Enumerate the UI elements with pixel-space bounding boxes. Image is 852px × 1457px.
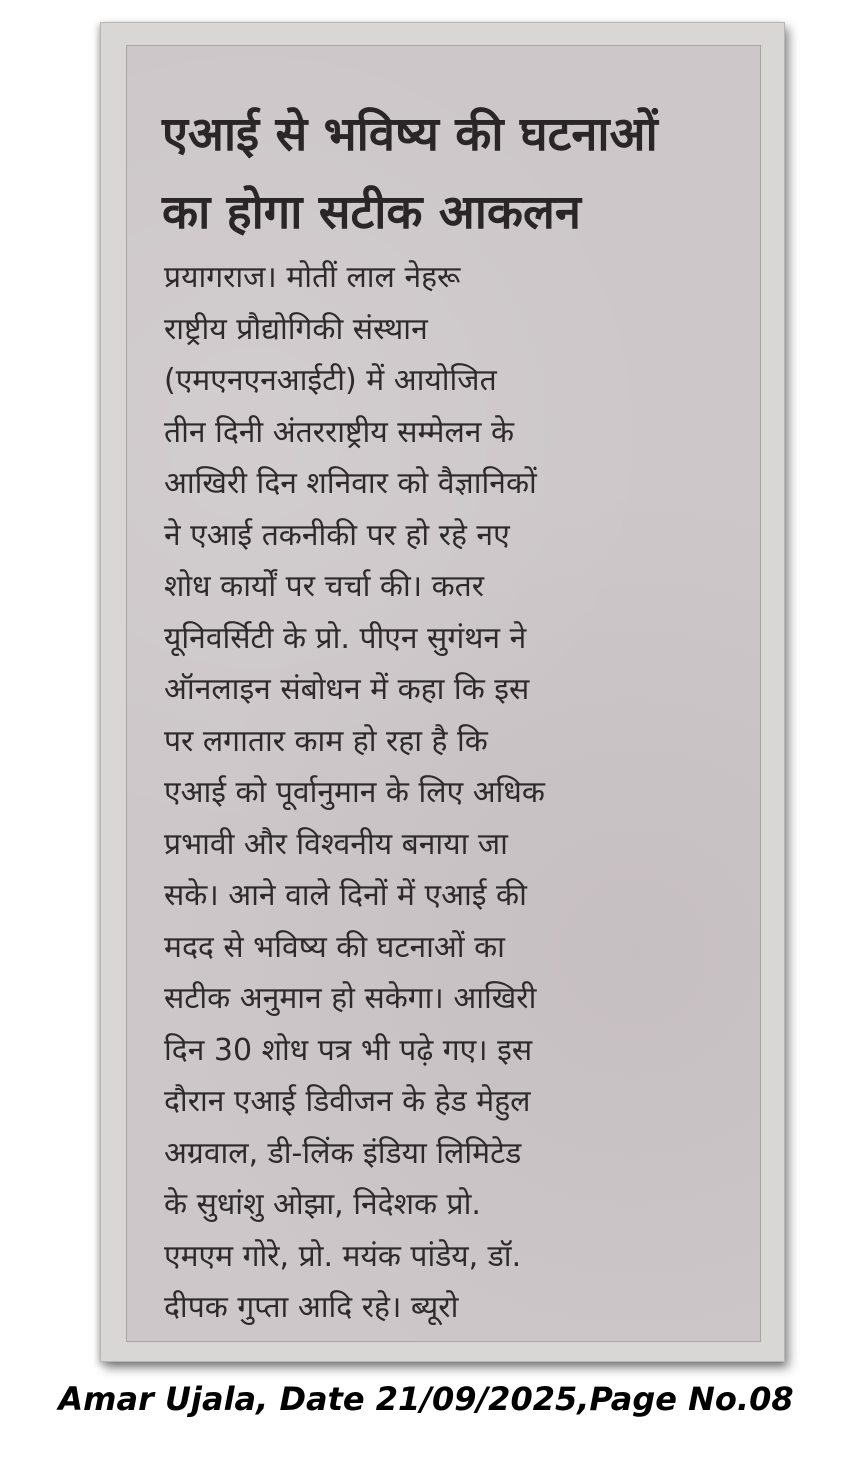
body-line: दिन 30 शोध पत्र भी पढ़े गए। इस — [164, 1032, 533, 1068]
body-line: ऑनलाइन संबोधन में कहा कि इस — [164, 672, 530, 707]
body-line: मदद से भविष्य की घटनाओं का — [164, 929, 505, 965]
body-line: ने एआई तकनीकी पर हो रहे नए — [164, 517, 510, 553]
body-line: सके। आने वाले दिनों में एआई की — [164, 878, 527, 913]
body-line: (एमएनएनआईटी) में आयोजित — [164, 363, 497, 398]
body-line: एमएम गोरे, प्रो. मयंक पांडेय, डॉ. — [164, 1238, 522, 1274]
article-body — [164, 252, 724, 1334]
body-line: प्रयागराज। मोतीं लाल नेहरू — [164, 260, 461, 295]
body-line: दीपक गुप्ता आदि रहे। ब्यूरो — [164, 1290, 459, 1325]
body-line: आखिरी दिन शनिवार को वैज्ञानिकों — [164, 466, 537, 501]
body-line: यूनिवर्सिटी के प्रो. पीएन सुगंथन ने — [164, 620, 527, 656]
body-line: तीन दिनी अंतरराष्ट्रीय सम्मेलन के — [164, 414, 515, 450]
source-caption: Amar Ujala, Date 21/09/2025,Page No.08 — [58, 1380, 794, 1418]
body-line: पर लगातार काम हो रहा है कि — [164, 723, 488, 759]
body-line: प्रभावी और विश्वनीय बनाया जा — [164, 826, 508, 862]
body-line: एआई को पूर्वानुमान के लिए अधिक — [164, 775, 545, 810]
body-line: सटीक अनुमान हो सकेगा। आखिरी — [164, 981, 537, 1016]
headline-line: का होगा सटीक आकलन — [162, 185, 581, 240]
body-line: राष्ट्रीय प्रौद्योगिकी संस्थान — [164, 311, 428, 347]
body-line: दौरान एआई डिवीजन के हेड मेहुल — [164, 1084, 531, 1119]
article-headline — [162, 96, 742, 252]
body-line: अग्रवाल, डी-लिंक इंडिया लिमिटेड — [164, 1135, 522, 1171]
body-line: के सुधांशु ओझा, निदेशक प्रो. — [164, 1187, 481, 1222]
body-line: शोध कार्यों पर चर्चा की। कतर — [164, 569, 485, 604]
headline-line: एआई से भविष्य की घटनाओं — [162, 107, 658, 162]
